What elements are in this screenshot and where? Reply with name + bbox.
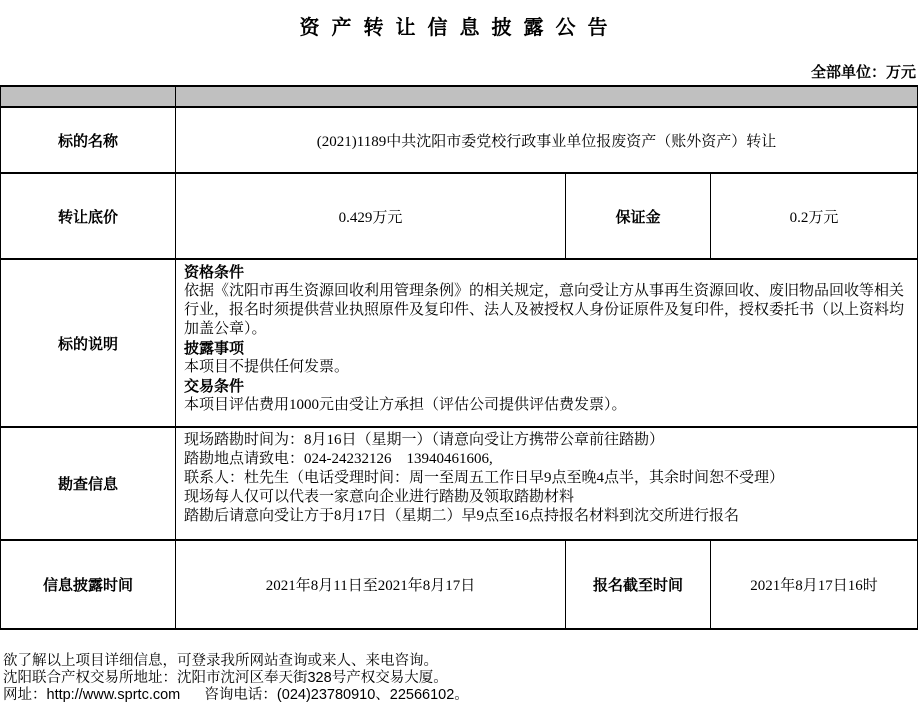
registration-deadline-value: 2021年8月17日16时 (711, 540, 918, 629)
announcement-table (0, 85, 918, 630)
base-price-label: 转让底价 (1, 173, 176, 259)
description-label: 标的说明 (1, 259, 176, 427)
disclosure-row (1, 540, 918, 629)
header-cell-value (176, 86, 918, 107)
footer-notes (3, 653, 916, 704)
subject-name-row (1, 107, 918, 173)
text-line: 披露事项 (184, 340, 245, 357)
text-line: 本项目评估费用1000元由受让方承担（评估公司提供评估费发票）。 (184, 397, 627, 413)
survey-row (1, 427, 918, 540)
text-line: 踏勘后请意向受让方于8月17日（星期二）早9点至16点持报名材料到沈交所进行报名 (184, 508, 740, 524)
price-row (1, 173, 918, 259)
text-line: 现场踏勘时间为：8月16日（星期一）（请意向受让方携带公章前往踏勘） (184, 432, 665, 448)
deposit-label: 保证金 (566, 173, 711, 259)
disclosure-time-value: 2021年8月11日至2021年8月17日 (176, 540, 566, 629)
text-line: 交易条件 (184, 378, 245, 395)
table-header-row (1, 86, 918, 107)
registration-deadline-label: 报名截至时间 (566, 540, 711, 629)
header-cell-label (1, 86, 176, 107)
text-line: 本项目不提供任何发票。 (184, 359, 350, 375)
text-line: 欲了解以上项目详细信息，可登录我所网站查询或来人、来电咨询。 (3, 653, 438, 669)
subject-name-label: 标的名称 (1, 107, 176, 173)
disclosure-time-label: 信息披露时间 (1, 540, 176, 629)
text-line: 资格条件 (184, 264, 245, 281)
unit-note: 全部单位：万元 (810, 64, 916, 81)
text-line: 现场每人仅可以代表一家意向企业进行踏勘及领取踏勘材料 (184, 489, 575, 505)
text-line: 依据《沈阳市再生资源回收利用管理条例》的相关规定，意向受让方从事再生资源回收、废旧物品回收等相关行业，报名时须提供营业执照原件及复印件、法人及被授权人身份证原件及复印件，授权委托书（以上资料均加盖公章）。 (184, 283, 905, 337)
survey-content (176, 427, 918, 540)
text-line: 联系人：杜先生（电话受理时间：周一至周五工作日早9点至晚4点半，其余时间恕不受理） (184, 470, 785, 486)
survey-label: 勘查信息 (1, 427, 176, 540)
subject-name-value: (2021)1189中共沈阳市委党校行政事业单位报废资产（账外资产）转让 (176, 107, 918, 173)
text-line: 网址：http://www.sprtc.com 咨询电话：(024)23780910、22566102。 (3, 687, 469, 703)
page-title: 资产转让信息披露公告 (299, 17, 620, 39)
text-line: 沈阳联合产权交易所地址：沈阳市沈河区奉天街328号产权交易大厦。 (3, 670, 448, 686)
text-line: 踏勘地点请致电：024-24232126 13940461606, (184, 451, 493, 467)
deposit-value: 0.2万元 (711, 173, 918, 259)
description-content (176, 259, 918, 427)
description-row (1, 259, 918, 427)
base-price-value: 0.429万元 (176, 173, 566, 259)
